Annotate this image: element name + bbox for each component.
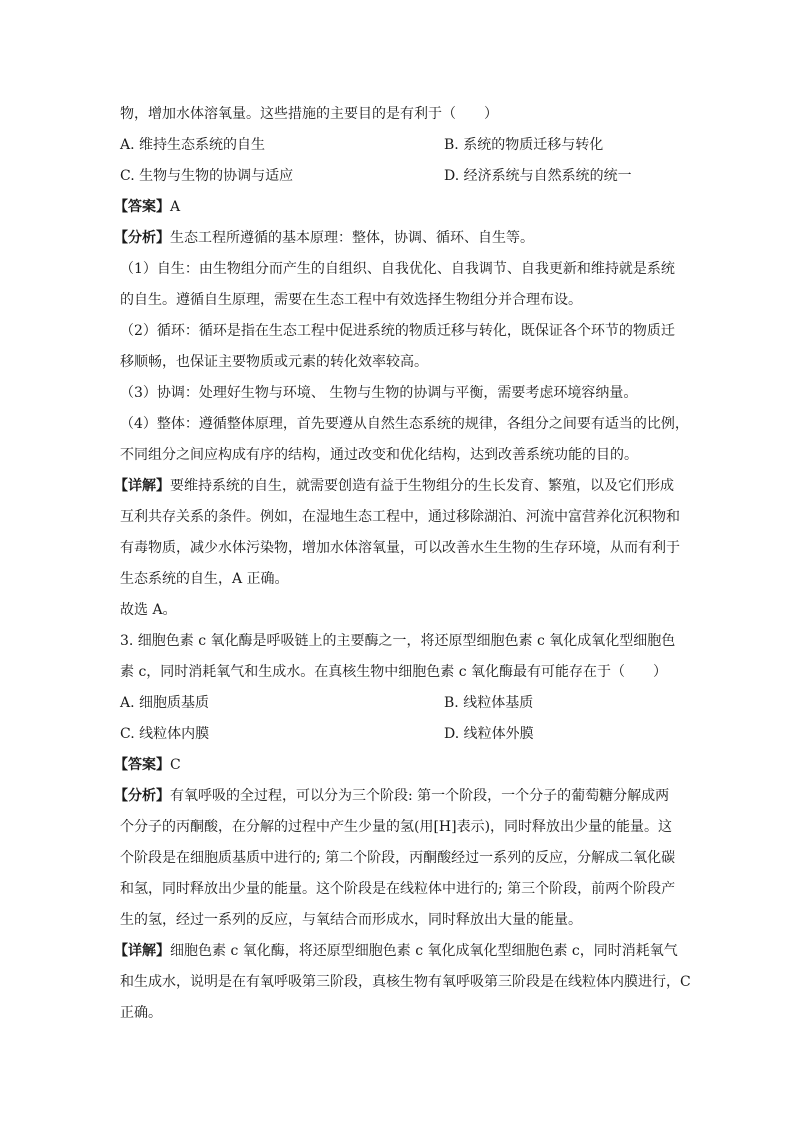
detail-line [114, 476, 674, 496]
analysis-text: 和氢，同时释放出少量的能量。这个阶段是在线粒体中进行的; 第三个阶段，前两个阶段产 [120, 881, 676, 897]
conclusion: 故选 A。 [120, 602, 177, 618]
analysis-text: 生态工程所遵循的基本原理：整体，协调、循环、自生等。 [170, 230, 534, 246]
detail-text: 细胞色素 c 氧化酶，将还原型细胞色素 c 氧化成氧化型细胞色素 c，同时消耗氧气 [170, 943, 678, 959]
answer-label: 【答案】 [114, 199, 170, 215]
analysis-text: （4）整体：遵循整体原理，首先要遵从自然生态系统的规律，各组分之间要有适当的比例， [120, 416, 689, 432]
detail-text: 要维持系统的自生，就需要创造有益于生物组分的生长发育、繁殖，以及它们形成 [170, 478, 674, 494]
answer-value: C [170, 757, 181, 773]
analysis-text: （1）自生：由生物组分而产生的自组织、自我优化、自我调节、自我更新和维持就是系统 [120, 261, 675, 277]
detail-line [114, 941, 678, 961]
option-c: C. 生物与生物的协调与适应 [120, 168, 294, 184]
answer-label: 【答案】 [114, 757, 170, 773]
answer-line [114, 755, 674, 775]
option-c: C. 线粒体内膜 [120, 726, 210, 742]
analysis-label: 【分析】 [114, 788, 170, 804]
option-b: B. 线粒体基质 [444, 695, 534, 711]
analysis-label: 【分析】 [114, 230, 170, 246]
analysis-text: 移顺畅，也保证主要物质或元素的转化效率较高。 [120, 354, 428, 370]
detail-text: 有毒物质，减少水体污染物，增加水体溶氧量，可以改善水生生物的生存环境，从而有利于 [120, 540, 680, 556]
analysis-text: 个阶段是在细胞质基质中进行的; 第二个阶段，丙酮酸经过一系列的反应，分解成二氧化碳 [120, 850, 676, 866]
option-d: D. 经济系统与自然系统的统一 [444, 168, 632, 184]
analysis-text: 有氧呼吸的全过程，可以分为三个阶段: 第一个阶段，一个分子的葡萄糖分解成两 [170, 788, 670, 804]
detail-label: 【详解】 [114, 478, 170, 494]
analysis-text: （2）循环：循环是指在生态工程中促进系统的物质迁移与转化，既保证各个环节的物质迁 [120, 323, 675, 339]
answer-line [114, 197, 674, 217]
detail-text: 互利共存关系的条件。例如，在湿地生态工程中，通过移除湖泊、河流中富营养化沉积物和 [120, 509, 680, 525]
option-a: A. 维持生态系统的自生 [120, 137, 266, 153]
option-a: A. 细胞质基质 [120, 695, 210, 711]
detail-label: 【详解】 [114, 943, 170, 959]
analysis-line [114, 786, 674, 806]
option-d: D. 线粒体外膜 [444, 726, 534, 742]
analysis-text: 的自生。遵循自生原理，需要在生态工程中有效选择生物组分并合理布设。 [120, 292, 582, 308]
analysis-text: 不同组分之间应构成有序的结构，通过改变和优化结构，达到改善系统功能的目的。 [120, 447, 638, 463]
answer-value: A [170, 199, 181, 215]
detail-text: 正确。 [120, 1005, 162, 1021]
question-stem: 素 c，同时消耗氧气和生成水。在真核生物中细胞色素 c 氧化酶最有可能存在于（ ） [120, 664, 668, 680]
analysis-line [114, 228, 674, 248]
question-stem: 3. 细胞色素 c 氧化酶是呼吸链上的主要酶之一，将还原型细胞色素 c 氧化成氧化型细胞色 [120, 633, 676, 649]
question-stem: 物，增加水体溶氧量。这些措施的主要目的是有利于（ ） [120, 106, 498, 122]
analysis-text: 生的氢，经过一系列的反应，与氧结合而形成水，同时释放出大量的能量。 [120, 912, 582, 928]
analysis-text: （3）协调：处理好生物与环境、 生物与生物的协调与平衡，需要考虑环境容纳量。 [120, 385, 638, 401]
analysis-text: 个分子的丙酮酸，在分解的过程中产生少量的氢(用[H]表示)，同时释放出少量的能量。这 [120, 819, 673, 835]
detail-text: 生态系统的自生，A 正确。 [120, 571, 289, 587]
detail-text: 和生成水，说明是在有氧呼吸第三阶段，真核生物有氧呼吸第三阶段是在线粒体内膜进行，C [120, 974, 691, 990]
option-b: B. 系统的物质迁移与转化 [444, 137, 604, 153]
